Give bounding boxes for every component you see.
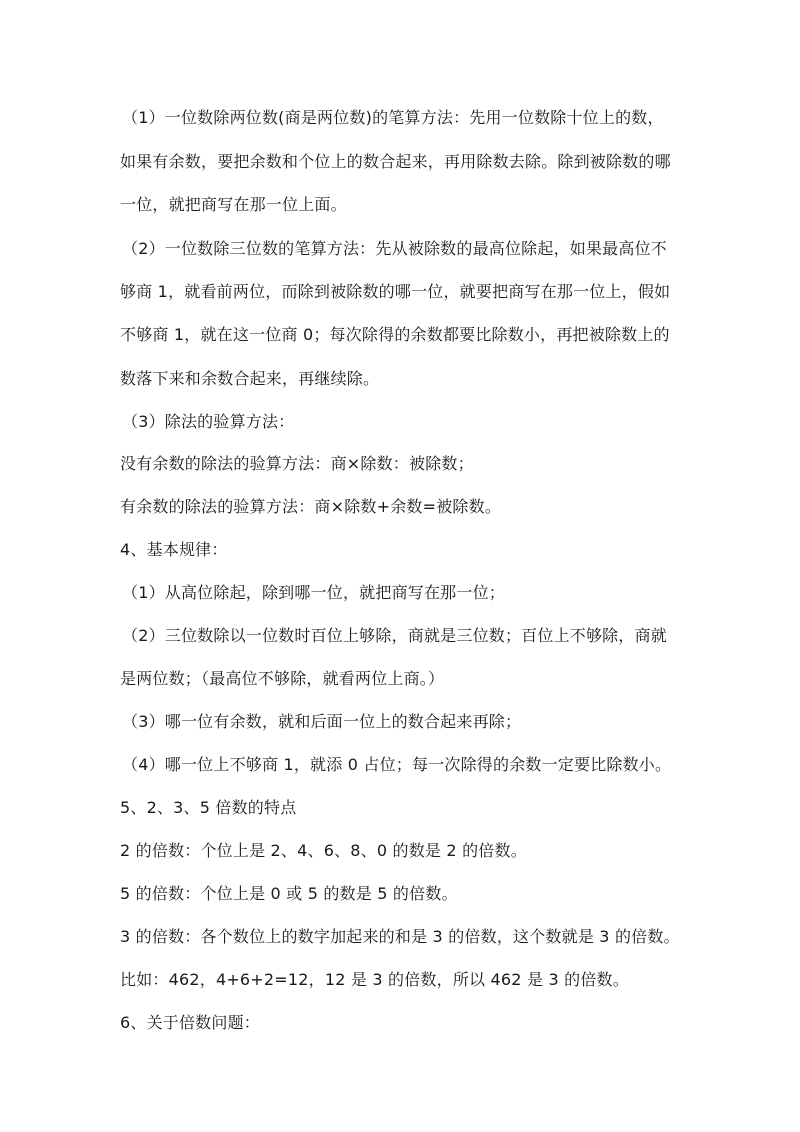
multiples-of-3-example: 比如：462，4+6+2=12，12 是 3 的倍数，所以 462 是 3 的倍数。 bbox=[120, 970, 629, 989]
rule-2-line-1: （2）三位数除以一位数时百位上够除，商就是三位数；百位上不够除，商就 bbox=[122, 626, 667, 645]
paragraph-2-line-3: 不够商 1，就在这一位商 0；每次除得的余数都要比除数小，再把被除数上的 bbox=[120, 325, 670, 344]
paragraph-2-line-1: （2）一位数除三位数的笔算方法：先从被除数的最高位除起，如果最高位不 bbox=[122, 239, 667, 258]
paragraph-2-line-4: 数落下来和余数合起来，再继续除。 bbox=[120, 369, 380, 388]
rule-2-line-2: 是两位数；（最高位不够除，就看两位上商。） bbox=[120, 669, 445, 688]
paragraph-1-line-1: （1）一位数除两位数(商是两位数)的笔算方法：先用一位数除十位上的数， bbox=[122, 108, 664, 127]
check-method-no-remainder: 没有余数的除法的验算方法：商×除数：被除数； bbox=[120, 454, 474, 473]
check-method-with-remainder: 有余数的除法的验算方法：商×除数+余数=被除数。 bbox=[120, 497, 502, 516]
multiples-of-5: 5 的倍数：个位上是 0 或 5 的数是 5 的倍数。 bbox=[120, 884, 458, 903]
paragraph-1-line-2: 如果有余数，要把余数和个位上的数合起来，再用除数去除。除到被除数的哪 bbox=[120, 152, 671, 171]
section-5-heading: 5、2、3、5 倍数的特点 bbox=[120, 798, 297, 817]
section-4-heading: 4、基本规律： bbox=[120, 540, 228, 559]
rule-4: （4）哪一位上不够商 1，就添 0 占位；每一次除得的余数一定要比除数小。 bbox=[122, 755, 672, 774]
paragraph-2-line-2: 够商 1，就看前两位，而除到被除数的哪一位，就要把商写在那一位上，假如 bbox=[120, 282, 671, 301]
rule-3: （3）哪一位有余数，就和后面一位上的数合起来再除； bbox=[122, 712, 522, 731]
multiples-of-2: 2 的倍数：个位上是 2、4、6、8、0 的数是 2 的倍数。 bbox=[120, 841, 527, 860]
section-6-heading: 6、关于倍数问题： bbox=[120, 1013, 260, 1032]
paragraph-1-line-3: 一位，就把商写在那一位上面。 bbox=[120, 195, 347, 214]
rule-1: （1）从高位除起，除到哪一位，就把商写在那一位； bbox=[122, 583, 505, 602]
multiples-of-3: 3 的倍数：各个数位上的数字加起来的和是 3 的倍数，这个数就是 3 的倍数。 bbox=[120, 927, 680, 946]
check-method-heading: （3）除法的验算方法： bbox=[122, 412, 295, 431]
